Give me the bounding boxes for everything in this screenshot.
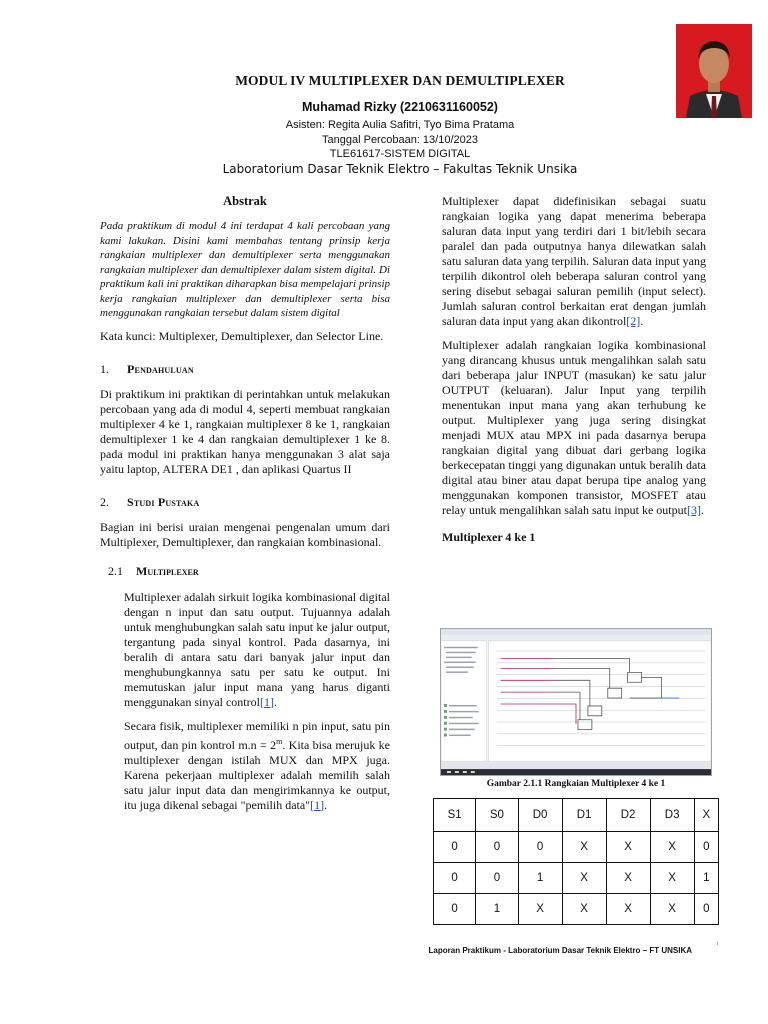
course-code: TLE61617-SISTEM DIGITAL bbox=[329, 148, 471, 160]
author-name: Muhamad Rizky (2210631160052) bbox=[302, 100, 498, 114]
table-cell: X bbox=[650, 863, 694, 894]
quartus-screenshot-figure bbox=[440, 628, 712, 776]
left-column bbox=[100, 194, 390, 813]
paragraph-text: Multiplexer dapat didefinisikan sebagai suatu rangkaian logika yang dapat menerima beberapa saluran data input yang terdiri dari 1 bit/lebih secara paralel dan pada outputnya hanya dilewatkan salah satu saluran data yang terpilih. Saluran data input yang terpilih dikontrol oleh beberapa saluran control yang sering disebut sebagai saluran pemilih (input select). Jumlah saluran control berkaitan erat dengan jumlah saluran data input yang akan dikontrol bbox=[442, 194, 706, 328]
table-header-row bbox=[434, 799, 719, 832]
table-cell: 0 bbox=[694, 832, 718, 863]
abstract-body: Pada praktikum di modul 4 ini terdapat 4 kali percobaan yang kami lakukan. Disini kami membahas tentang prinsip kerja rangkaian multiplexer dan demultiplexer serta menggunakan rangkaian multiplexer dan demultiplexer dalam sistem digital. Di praktikum kali ini praktikan diharapkan bisa mempelajari prinsip kerja rangkaian multiplexer dan demultiplexer serta bisa menggunakan rangkaian tersebut dalam sistem digital bbox=[100, 220, 390, 319]
right-paragraph-2: Multiplexer adalah rangkaian logika kombinasional yang dirancang khusus untuk mengalihkan salah satu dari beberapa jalur INPUT (masukan) ke satu jalur OUTPUT (keluaran). Jalur Input yang terpilih menentukan input mana yang akan terhubung ke output. Multiplexer yang juga sering disingkat menjadi MUX atau MPX ini pada dasarnya berupa rangkaian digital yang dibuat dari gerbang logika berkecepatan tinggi yang digunakan untuk beralih data digital atau biner atau dapat berupa tipe analog yang menggunakan komponen transistor, MOSFET atau relay untuk mengalihkan salah satu input ke output[3]. bbox=[442, 338, 706, 517]
table-cell: 1 bbox=[518, 863, 562, 894]
table-header-cell: S0 bbox=[476, 799, 518, 832]
section-number: 1. bbox=[100, 361, 109, 376]
table-cell: X bbox=[562, 863, 606, 894]
paragraph-text: Multiplexer adalah sirkuit logika kombinasional digital dengan n input dan satu output. Tujuannya adalah untuk menghubungkan salah satu input ke jalur output, tergantung pada sinyal kontrol. Pada dasarnya, ini beralih di antara satu dari banyak jalur input dan menghubungkannya satu per satu ke output. Ini memutuskan jalur input mana yang harus diganti menggunakan sinyal control bbox=[124, 589, 390, 709]
figure-caption: Gambar 2.1.1 Rangkaian Multiplexer 4 ke 1 bbox=[486, 779, 666, 789]
table-row bbox=[434, 894, 719, 925]
table-cell: 0 bbox=[434, 894, 476, 925]
subsection-number: 2.1 bbox=[108, 563, 123, 578]
introduction-body: Di praktikum ini praktikan di perintahkan untuk melakukan percobaan yang ada di modul 4, seperti membuat rangkaian multiplexer 4 ke 1, rangkaian multiplexer 8 ke 1, rangkaian demultiplexer 1 ke 4 dan rangkaian demultiplexer 1 ke 8. pada modul ini praktikan hanya menggunakan 3 alat saja yaitu laptop, ALTERA DE1 , dan aplikasi Quartus II bbox=[100, 386, 390, 476]
section-heading-introduction bbox=[100, 362, 390, 377]
table-header-cell: D0 bbox=[518, 799, 562, 832]
section-number: 2. bbox=[100, 494, 109, 509]
table-cell: X bbox=[518, 894, 562, 925]
table-cell: X bbox=[562, 894, 606, 925]
page-footer: Laporan Praktikum - Laboratorium Dasar Teknik Elektro – FT UNSIKA bbox=[428, 946, 692, 955]
assistants-line: Asisten: Regita Aulia Safitri, Tyo Bima Pratama bbox=[285, 119, 515, 131]
table-header-cell: X bbox=[694, 799, 718, 832]
table-cell: 0 bbox=[434, 863, 476, 894]
table-header-cell: S1 bbox=[434, 799, 476, 832]
paragraph-text: Multiplexer adalah rangkaian logika kombinasional yang dirancang khusus untuk mengalihkan salah satu dari beberapa jalur INPUT (masukan) ke satu jalur OUTPUT (keluaran). Jalur Input yang terpilih menentukan input mana yang akan terhubung ke output. Multiplexer yang juga sering disingkat menjadi MUX atau MPX ini pada dasarnya berupa rangkaian digital yang dibuat dari gerbang logika berkecepatan tinggi yang digunakan untuk beralih data digital atau biner atau dapat berupa tipe analog yang menggunakan komponen transistor, MOSFET atau relay untuk mengalihkan salah satu input ke output bbox=[442, 338, 706, 517]
table-cell: X bbox=[562, 832, 606, 863]
table-cell: X bbox=[606, 894, 650, 925]
literature-body: Bagian ini berisi uraian mengenai pengenalan umum dari Multiplexer, Demultiplexer, dan rangkaian kombinasional. bbox=[100, 519, 390, 549]
citation-link[interactable]: [3] bbox=[686, 503, 701, 517]
paper-title: MODUL IV MULTIPLEXER DAN DEMULTIPLEXER bbox=[235, 73, 565, 88]
citation-link[interactable]: [1] bbox=[310, 797, 325, 812]
table-cell: X bbox=[606, 863, 650, 894]
table-cell: 0 bbox=[694, 894, 718, 925]
table-cell: 0 bbox=[476, 863, 518, 894]
subsection-title: Multiplexer bbox=[136, 563, 199, 578]
laboratory-line: Laboratorium Dasar Teknik Elektro – Fakultas Teknik Unsika bbox=[222, 162, 578, 176]
table-cell: 0 bbox=[434, 832, 476, 863]
subsection-heading-multiplexer bbox=[100, 564, 390, 579]
page-number: 1 bbox=[716, 942, 719, 947]
table-cell: 1 bbox=[694, 863, 718, 894]
citation-link[interactable]: [2] bbox=[626, 314, 641, 328]
mux4-subheading: Multiplexer 4 ke 1 bbox=[442, 530, 536, 544]
keywords: Kata kunci: Multiplexer, Demultiplexer, dan Selector Line. bbox=[100, 328, 384, 343]
section-title: Pendahuluan bbox=[127, 361, 194, 376]
truth-table bbox=[433, 798, 719, 925]
paragraph-text: Secara fisik, multiplexer memiliki n pin input, satu pin output, dan pin kontrol m.n = 2 bbox=[124, 718, 390, 752]
citation-link[interactable]: [1] bbox=[259, 694, 274, 709]
experiment-date: Tanggal Percobaan: 13/10/2023 bbox=[322, 134, 478, 146]
table-cell: X bbox=[606, 832, 650, 863]
section-title: Studi Pustaka bbox=[127, 494, 200, 509]
abstract-heading: Abstrak bbox=[223, 194, 267, 208]
table-header-cell: D3 bbox=[650, 799, 694, 832]
right-column bbox=[442, 194, 706, 545]
table-header-cell: D2 bbox=[606, 799, 650, 832]
table-row bbox=[434, 863, 719, 894]
table-cell: 0 bbox=[476, 832, 518, 863]
section-heading-literature bbox=[100, 495, 390, 510]
multiplexer-paragraph-2: Secara fisik, multiplexer memiliki n pin input, satu pin output, dan pin kontrol $m.n = 2^m$. Kita bisa merujuk ke multiplexer dengan istilah MUX dan MPX juga. Karena pekerjaan multiplexer adalah memilih salah satu jalur input data dan mengirimkannya ke output, itu juga dikenal sebagai "pemilih data"[1]. bbox=[124, 718, 390, 812]
table-cell: 0 bbox=[518, 832, 562, 863]
table-cell: 1 bbox=[476, 894, 518, 925]
table-cell: X bbox=[650, 894, 694, 925]
multiplexer-paragraph-1: Multiplexer adalah sirkuit logika kombinasional digital dengan n input dan satu output. Tujuannya adalah untuk menghubungkan salah satu input ke jalur output, tergantung pada sinyal kontrol. Pada dasarnya, ini beralih di antara satu dari banyak jalur input dan menghubungkannya satu per satu ke output. Ini memutuskan jalur input mana yang harus diganti menggunakan sinyal control[1]. bbox=[124, 589, 390, 709]
right-paragraph-1: Multiplexer dapat didefinisikan sebagai suatu rangkaian logika yang dapat menerima beberapa saluran data input yang terdiri dari 1 bit/lebih secara paralel dan pada outputnya hanya dilewatkan salah satu saluran data yang terpilih. Saluran data input yang terpilih dikontrol oleh beberapa saluran control yang sering disebut sebagai saluran pemilih (input select). Jumlah saluran control berkaitan erat dengan jumlah saluran data input yang akan dikontrol[2]. bbox=[442, 194, 706, 328]
paragraph-text: . Kita bisa merujuk ke multiplexer dengan istilah MUX dan MPX juga. Karena pekerjaan multiplexer adalah memilih salah satu jalur input data dan mengirimkannya ke output, itu juga dikenal sebagai "pemilih data" bbox=[124, 737, 390, 812]
table-cell: X bbox=[650, 832, 694, 863]
table-header-cell: D1 bbox=[562, 799, 606, 832]
superscript: m bbox=[276, 736, 283, 746]
table-row bbox=[434, 832, 719, 863]
